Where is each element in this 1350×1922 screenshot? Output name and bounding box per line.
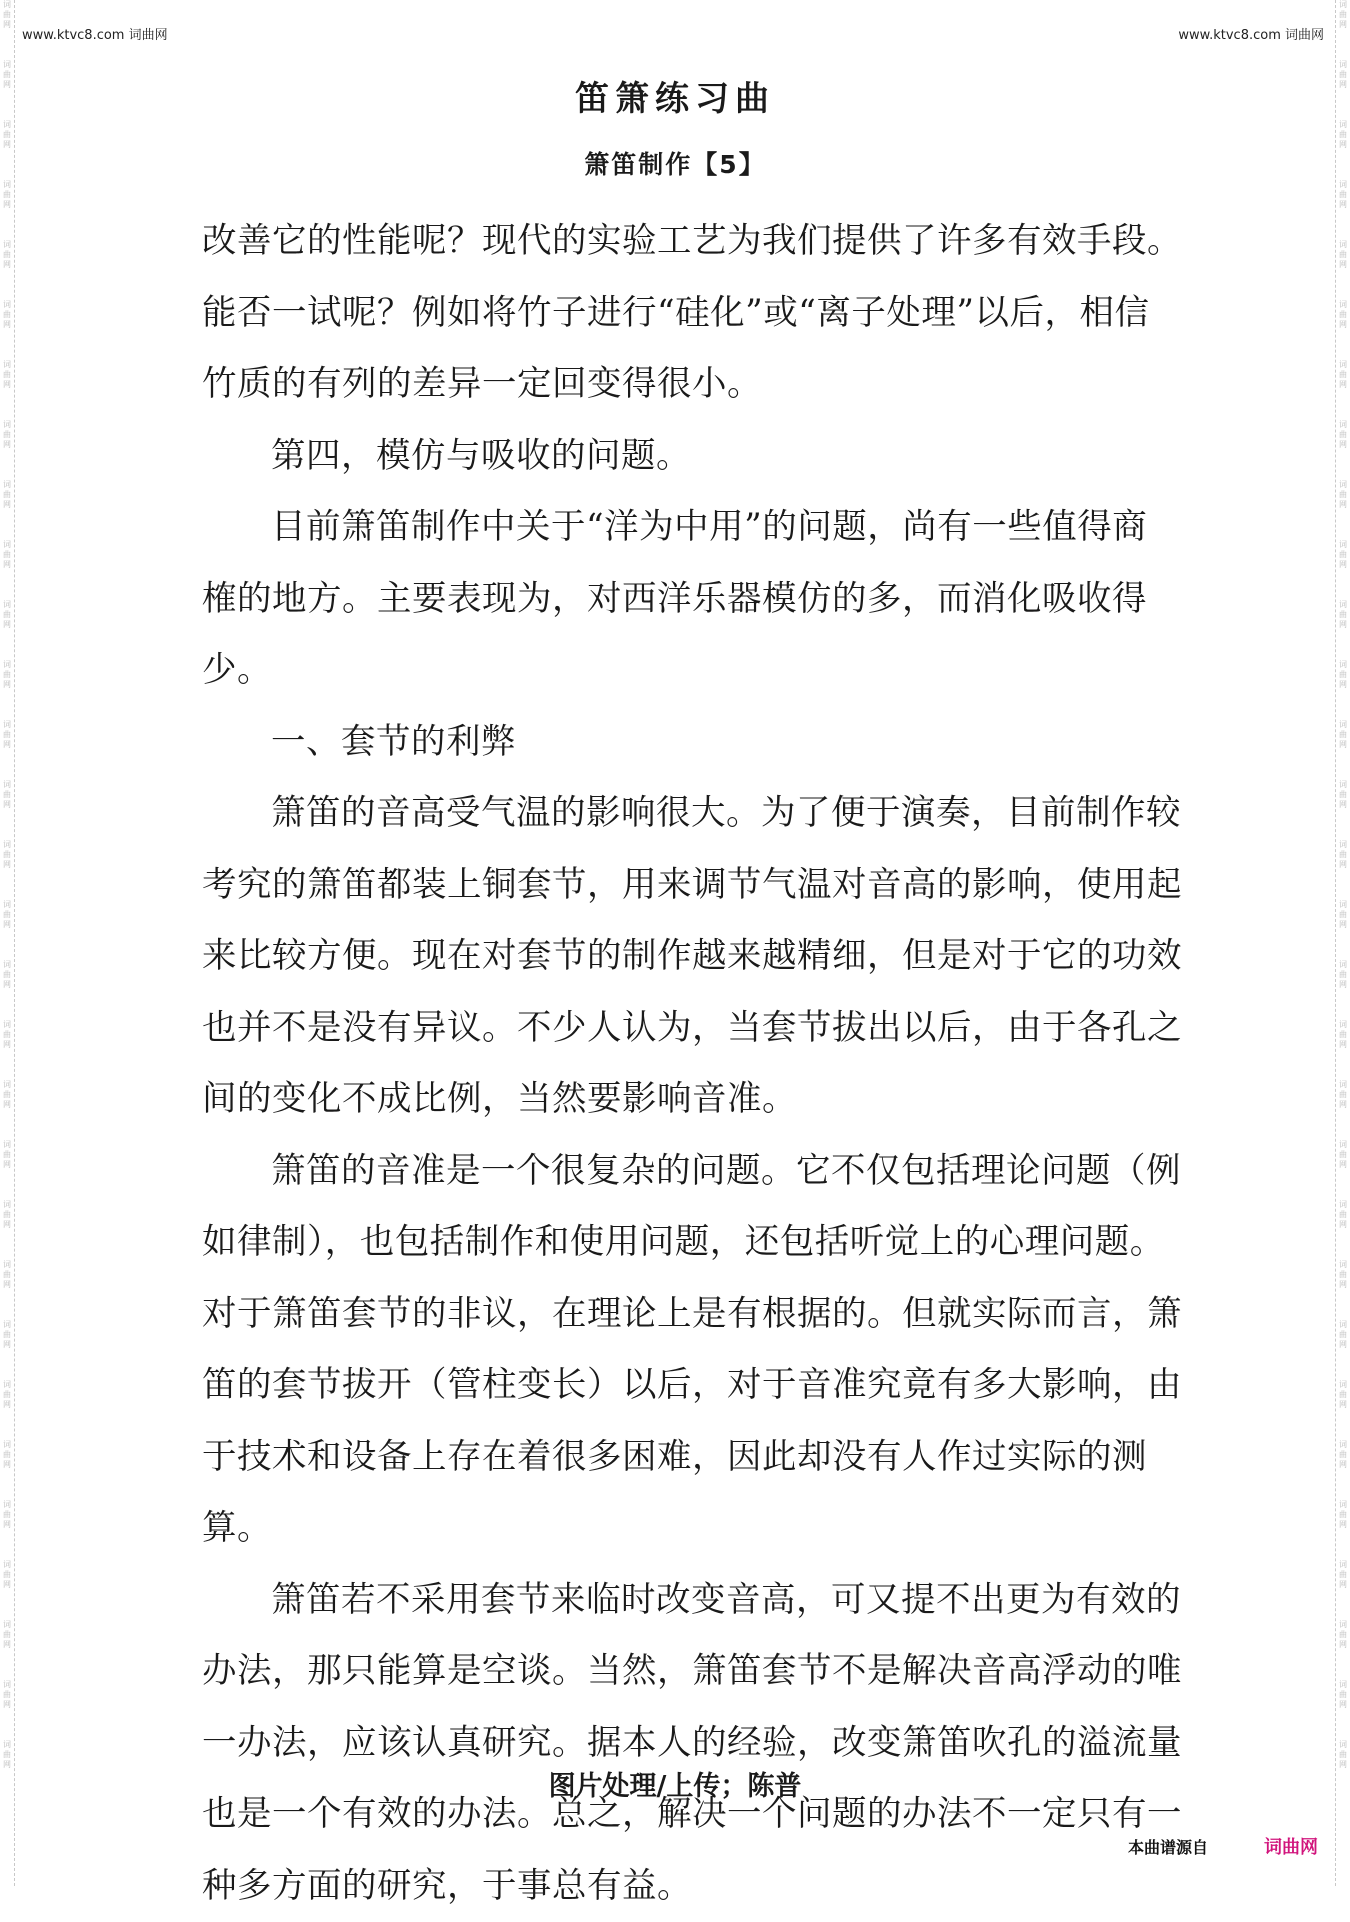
strip-watermark: 词曲网 (2, 1080, 12, 1140)
strip-watermark: 词曲网 (2, 780, 12, 840)
strip-watermark: 词曲网 (2, 60, 12, 120)
strip-watermark: 词曲网 (2, 1200, 12, 1260)
strip-watermark: 词曲网 (1338, 0, 1348, 60)
strip-watermark: 词曲网 (2, 1140, 12, 1200)
page-subtitle: 箫笛制作【5】 (0, 145, 1350, 181)
strip-watermark: 词曲网 (1338, 480, 1348, 540)
watermark-top-left: www.ktvc8.com 词曲网 (22, 24, 168, 43)
strip-watermark: 词曲网 (1338, 180, 1348, 240)
strip-watermark: 词曲网 (1338, 1200, 1348, 1260)
paragraph: 箫笛若不采用套节来临时改变音高，可又提不出更为有效的办法，那只能算是空谈。当然，箫笛套节不是解决音高浮动的唯一办法，应该认真研究。据本人的经验，改变箫笛吹孔的溢流量也是一个有效的办法。总之，解决一个问题的办法不一定只有一种多方面的研究，于事总有益。 (202, 1565, 1182, 1922)
strip-watermark: 词曲网 (2, 420, 12, 480)
strip-watermark: 词曲网 (1338, 120, 1348, 180)
footer-source-label: 本曲谱源自 (1128, 1835, 1208, 1858)
strip-watermark: 词曲网 (2, 360, 12, 420)
strip-watermark: 词曲网 (2, 660, 12, 720)
strip-watermark: 词曲网 (2, 1680, 12, 1740)
strip-watermark: 词曲网 (1338, 720, 1348, 780)
strip-watermark: 词曲网 (2, 120, 12, 180)
strip-watermark: 词曲网 (2, 1260, 12, 1320)
strip-watermark: 词曲网 (1338, 60, 1348, 120)
strip-watermark: 词曲网 (1338, 1380, 1348, 1440)
strip-watermark: 词曲网 (1338, 420, 1348, 480)
strip-watermark: 词曲网 (2, 900, 12, 960)
strip-watermark: 词曲网 (1338, 300, 1348, 360)
paragraph: 第四，模仿与吸收的问题。 (202, 421, 1182, 493)
page-title: 笛箫练习曲 (0, 71, 1350, 120)
strip-watermark: 词曲网 (2, 1560, 12, 1620)
strip-watermark: 词曲网 (1338, 960, 1348, 1020)
strip-watermark: 词曲网 (2, 600, 12, 660)
strip-watermark: 词曲网 (1338, 1620, 1348, 1680)
strip-watermark: 词曲网 (1338, 1260, 1348, 1320)
strip-watermark: 词曲网 (2, 540, 12, 600)
strip-watermark: 词曲网 (1338, 1560, 1348, 1620)
strip-watermark: 词曲网 (2, 180, 12, 240)
paragraph: 箫笛的音高受气温的影响很大。为了便于演奏，目前制作较考究的箫笛都装上铜套节，用来调节气温对音高的影响，使用起来比较方便。现在对套节的制作越来越精细，但是对于它的功效也并不是没有异议。不少人认为，当套节拔出以后，由于各孔之间的变化不成比例，当然要影响音准。 (202, 778, 1182, 1136)
strip-watermark: 词曲网 (1338, 900, 1348, 960)
strip-watermark: 词曲网 (1338, 540, 1348, 600)
article-body (202, 206, 1182, 1922)
paragraph: 箫笛的音准是一个很复杂的问题。它不仅包括理论问题（例如律制），也包括制作和使用问题，还包括听觉上的心理问题。对于箫笛套节的非议，在理论上是有根据的。但就实际而言，箫笛的套节拔开（管柱变长）以后，对于音准究竟有多大影响，由于技术和设备上存在着很多困难，因此却没有人作过实际的测算。 (202, 1136, 1182, 1565)
watermark-top-right: www.ktvc8.com 词曲网 (1178, 24, 1324, 43)
strip-watermark: 词曲网 (1338, 1020, 1348, 1080)
right-margin-watermark-strip (1335, 0, 1350, 1886)
strip-watermark: 词曲网 (1338, 360, 1348, 420)
strip-watermark: 词曲网 (2, 840, 12, 900)
strip-watermark: 词曲网 (1338, 1140, 1348, 1200)
strip-watermark: 词曲网 (1338, 1080, 1348, 1140)
strip-watermark: 词曲网 (1338, 600, 1348, 660)
strip-watermark: 词曲网 (1338, 1740, 1348, 1800)
strip-watermark: 词曲网 (2, 0, 12, 60)
strip-watermark: 词曲网 (2, 300, 12, 360)
strip-watermark: 词曲网 (2, 240, 12, 300)
section-heading: 一、套节的利弊 (202, 707, 1182, 779)
paragraph: 改善它的性能呢？现代的实验工艺为我们提供了许多有效手段。能否一试呢？例如将竹子进行“硅化”或“离子处理”以后，相信竹质的有列的差异一定回变得很小。 (202, 206, 1182, 421)
strip-watermark: 词曲网 (2, 1440, 12, 1500)
strip-watermark: 词曲网 (1338, 1320, 1348, 1380)
strip-watermark: 词曲网 (2, 1620, 12, 1680)
strip-watermark: 词曲网 (2, 1320, 12, 1380)
strip-watermark: 词曲网 (2, 480, 12, 540)
image-credit: 图片处理/上传；陈普 (0, 1764, 1350, 1803)
strip-watermark: 词曲网 (1338, 1680, 1348, 1740)
paragraph: 目前箫笛制作中关于“洋为中用”的问题，尚有一些值得商榷的地方。主要表现为，对西洋乐器模仿的多，而消化吸收得少。 (202, 492, 1182, 707)
strip-watermark: 词曲网 (1338, 1500, 1348, 1560)
strip-watermark: 词曲网 (1338, 240, 1348, 300)
strip-watermark: 词曲网 (2, 720, 12, 780)
strip-watermark: 词曲网 (1338, 780, 1348, 840)
footer-brand-logo: 词曲网 (1264, 1833, 1318, 1859)
strip-watermark: 词曲网 (2, 960, 12, 1020)
strip-watermark: 词曲网 (2, 1020, 12, 1080)
strip-watermark: 词曲网 (1338, 660, 1348, 720)
strip-watermark: 词曲网 (1338, 1440, 1348, 1500)
left-margin-watermark-strip (0, 0, 15, 1886)
strip-watermark: 词曲网 (2, 1500, 12, 1560)
strip-watermark: 词曲网 (2, 1380, 12, 1440)
strip-watermark: 词曲网 (1338, 840, 1348, 900)
strip-watermark: 词曲网 (2, 1740, 12, 1800)
